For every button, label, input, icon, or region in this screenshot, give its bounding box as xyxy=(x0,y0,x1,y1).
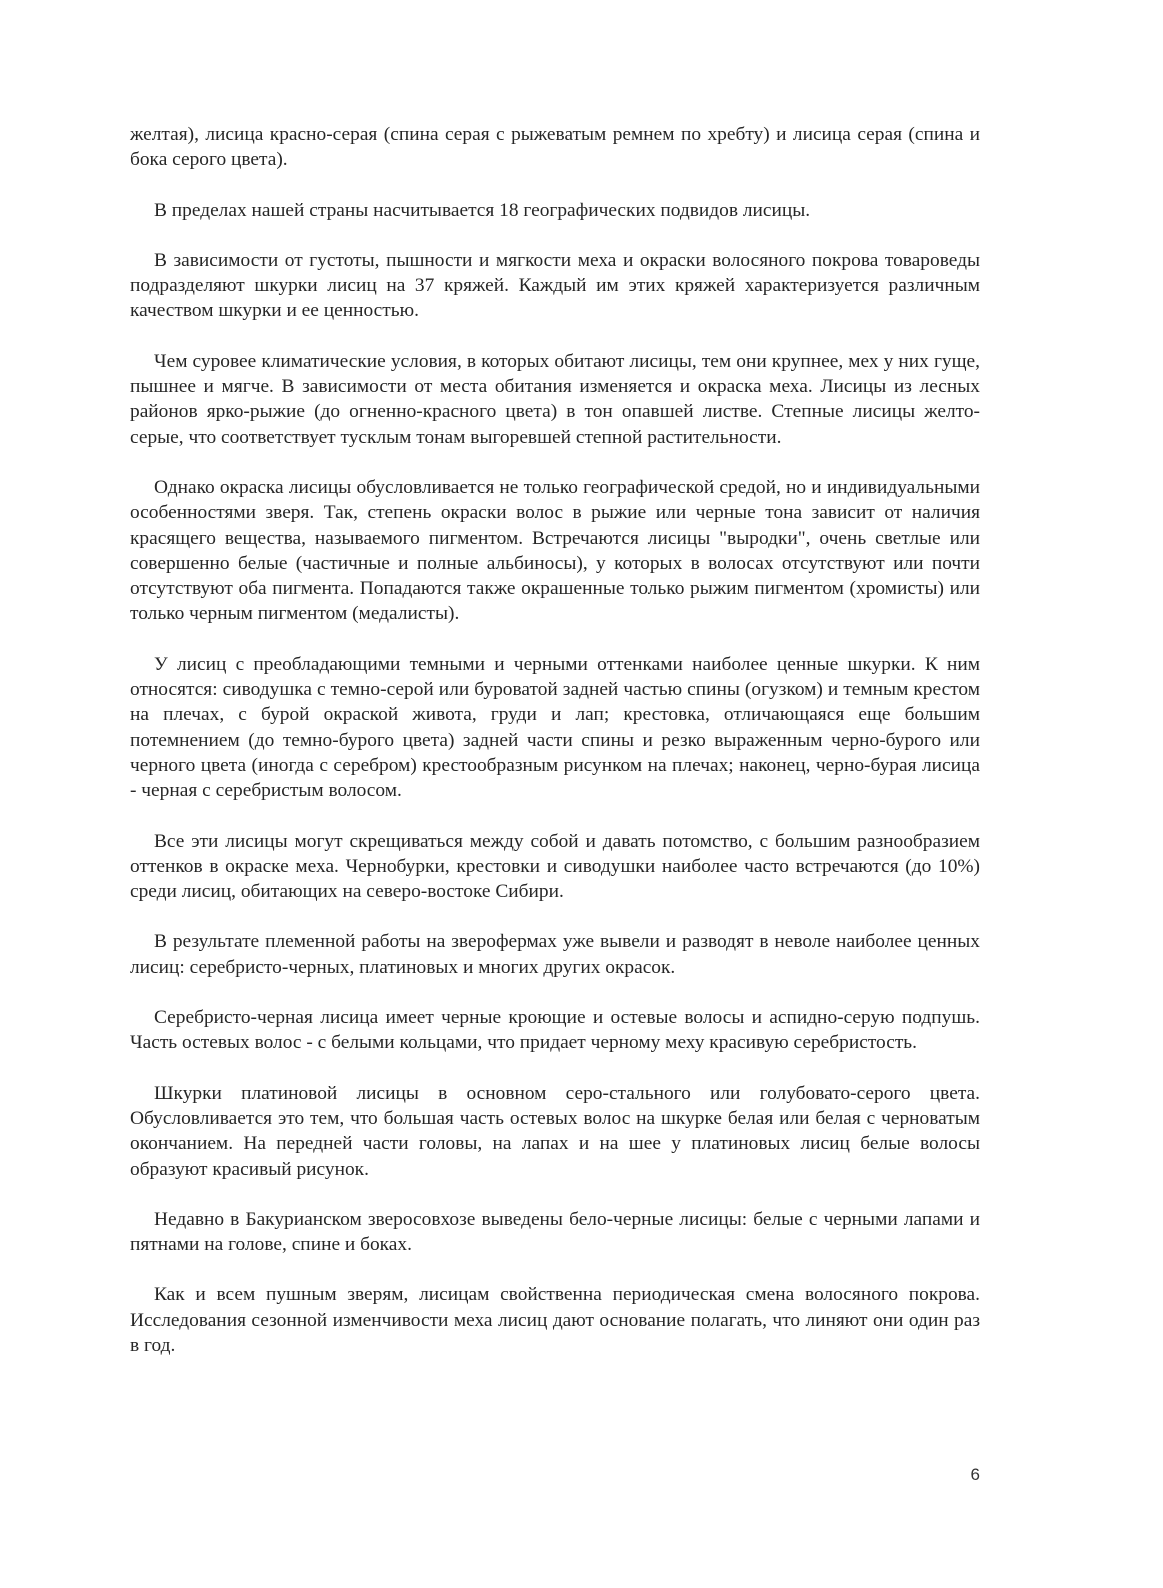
paragraph: Недавно в Бакурианском зверосовхозе выведены бело-черные лисицы: белые с черными лапами и пятнами на голове, спине и боках. xyxy=(130,1208,980,1256)
paragraph: Все эти лисицы могут скрещиваться между собой и давать потомство, с большим разнообразием оттенков в окраске меха. Чернобурки, крестовки и сиводушки наиболее часто встречаются (до 10%) среди лисиц, обитающих на северо-востоке Сибири. xyxy=(130,830,980,903)
page-number: 6 xyxy=(970,1465,980,1484)
paragraph: Шкурки платиновой лисицы в основном серо-стального или голубовато-серого цвета. Обусловливается это тем, что большая часть остевых волос на шкурке белая или белая с черноватым окончанием. На передней части головы, на лапах и на шее у платиновых лисиц белые волосы образуют красивый рисунок. xyxy=(130,1082,980,1180)
paragraph: желтая), лисица красно-серая (спина серая с рыжеватым ремнем по хребту) и лисица серая (спина и бока серого цвета). xyxy=(130,124,980,171)
paragraph: В зависимости от густоты, пышности и мягкости меха и окраски волосяного покрова товароведы подразделяют шкурки лисиц на 37 кряжей. Каждый им этих кряжей характеризуется различным качеством шкурки и ее ценностью. xyxy=(130,249,980,322)
page-body xyxy=(130,122,980,1383)
paragraph: Однако окраска лисицы обусловливается не только географической средой, но и индивидуальными особенностями зверя. Так, степень окраски волос в рыжие или черные тона зависит от наличия красящего вещества, называемого пигментом. Встречаются лисицы "выродки", очень светлые или совершенно белые (частичные и полные альбиносы), у которых в волосах отсутствуют или почти отсутствуют оба пигмента. Попадаются также окрашенные только рыжим пигментом (хромисты) или только черным пигментом (медалисты). xyxy=(130,476,980,625)
paragraph: Чем суровее климатические условия, в которых обитают лисицы, тем они крупнее, мех у них гуще, пышнее и мягче. В зависимости от места обитания изменяется и окраска меха. Лисицы из лесных районов ярко-рыжие (до огненно-красного цвета) в тон опавшей листве. Степные лисицы желто-серые, что соответствует тусклым тонам выгоревшей степной растительности. xyxy=(130,350,980,448)
paragraph: В пределах нашей страны насчитывается 18 географических подвидов лисицы. xyxy=(154,199,811,221)
paragraph: Серебристо-черная лисица имеет черные кроющие и остевые волосы и аспидно-серую подпушь. Часть остевых волос - с белыми кольцами, что придает черному меху красивую серебристость. xyxy=(130,1007,980,1054)
paragraph: В результате племенной работы на зверофермах уже вывели и разводят в неволе наиболее ценных лисиц: серебристо-черных, платиновых и многих других окрасок. xyxy=(130,931,980,978)
paragraph: У лисиц с преобладающими темными и черными оттенками наиболее ценные шкурки. К ним относятся: сиводушка с темно-серой или буроватой задней частью спины (огузком) и темным крестом на плечах, с бурой окраской живота, груди и лап; крестовка, отличающаяся еще большим потемнением (до темно-бурого цвета) задней части спины и резко выраженным черно-бурого или черного цвета (иногда с серебром) крестообразным рисунком на плечах; наконец, черно-бурая лисица - черная с серебристым волосом. xyxy=(130,653,980,802)
paragraph: Как и всем пушным зверям, лисицам свойственна периодическая смена волосяного покрова. Исследования сезонной изменчивости меха лисиц дают основание полагать, что линяют они один раз в год. xyxy=(130,1284,980,1356)
